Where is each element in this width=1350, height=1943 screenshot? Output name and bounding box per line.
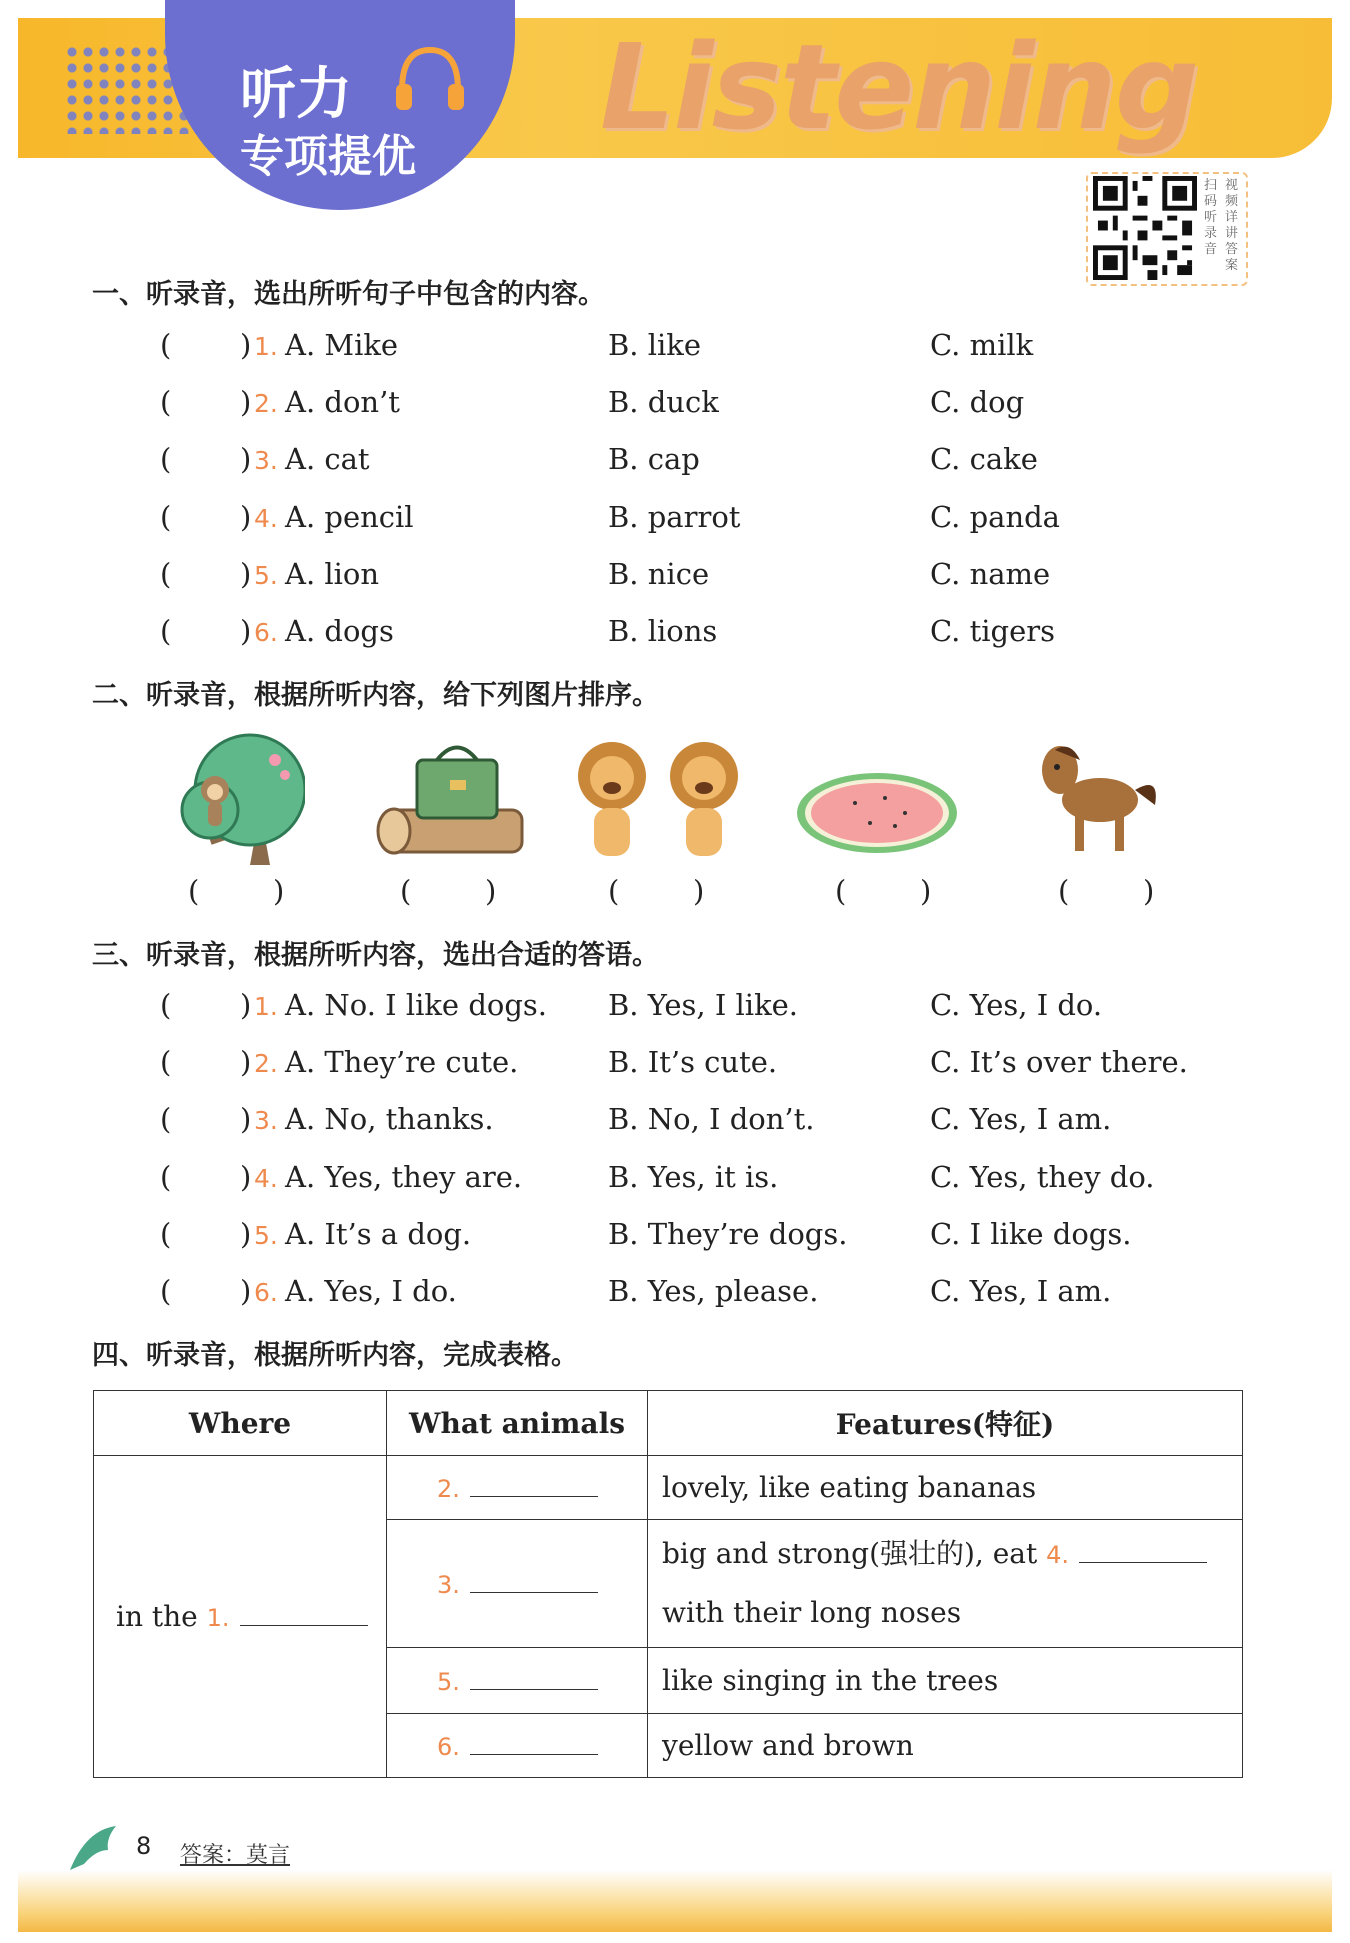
question-number: 2. xyxy=(254,1049,278,1079)
qr-code-icon[interactable] xyxy=(1090,176,1200,280)
answer-paren-close: ) xyxy=(240,988,252,1022)
answer-paren-open[interactable]: ( xyxy=(160,328,172,362)
order-paren[interactable]: ( ) xyxy=(188,874,285,908)
option-c: C. Yes, I am. xyxy=(930,1102,1112,1137)
feature-line2: with their long noses xyxy=(662,1596,962,1629)
qr-char: 听 xyxy=(1203,210,1217,225)
qr-char: 案 xyxy=(1224,258,1238,273)
where-prefix: in the xyxy=(116,1600,198,1633)
option-a: A. No, thanks. xyxy=(285,1102,494,1137)
section3-title: 三、听录音，根据所听内容，选出合适的答语。 xyxy=(92,940,659,971)
question-number: 2. xyxy=(254,389,278,419)
order-paren[interactable]: ( ) xyxy=(1058,874,1155,908)
animal-number: 6. xyxy=(437,1733,460,1761)
qr-char: 频 xyxy=(1224,194,1238,209)
option-b: B. Yes, I like. xyxy=(608,988,799,1022)
question-row xyxy=(160,614,1260,662)
animal-number: 3. xyxy=(437,1571,460,1599)
qr-char xyxy=(1200,258,1221,274)
option-a: A. Yes, I do. xyxy=(285,1274,457,1308)
question-row xyxy=(160,1102,1260,1150)
bag-on-log-picture xyxy=(372,730,532,865)
header-features: Features(特征) xyxy=(648,1391,1243,1456)
option-b: B. cap xyxy=(608,442,700,477)
option-c: C. cake xyxy=(930,442,1038,477)
option-c: C. dog xyxy=(930,385,1025,420)
answer-paren-close: ) xyxy=(240,499,252,534)
option-b: B. They’re dogs. xyxy=(608,1216,848,1251)
animal-blank[interactable] xyxy=(470,1590,598,1593)
table-row xyxy=(94,1456,1243,1520)
two-lions-picture xyxy=(572,738,752,863)
section2-title: 二、听录音，根据所听内容，给下列图片排序。 xyxy=(92,680,659,711)
answer-paren-close: ) xyxy=(240,385,252,420)
animal-cell xyxy=(387,1648,648,1714)
answer-paren-close: ) xyxy=(240,1045,252,1080)
option-b: B. lions xyxy=(608,614,718,648)
option-a: A. dogs xyxy=(285,614,394,648)
where-cell xyxy=(94,1456,387,1778)
feature-cell xyxy=(648,1520,1243,1648)
animal-blank[interactable] xyxy=(470,1494,598,1497)
answer-paren-open[interactable]: ( xyxy=(160,1102,172,1137)
question-number: 4. xyxy=(254,503,278,533)
feature-number: 4. xyxy=(1046,1541,1070,1569)
answer-paren-open[interactable]: ( xyxy=(160,1216,172,1251)
answer-paren-close: ) xyxy=(240,556,252,591)
answer-table xyxy=(93,1390,1243,1778)
question-row xyxy=(160,988,1260,1036)
order-paren[interactable]: ( ) xyxy=(835,874,932,908)
option-b: B. It’s cute. xyxy=(608,1045,778,1080)
answer-paren-open[interactable]: ( xyxy=(160,556,172,591)
question-row xyxy=(160,557,1260,605)
answer-paren-close: ) xyxy=(240,442,252,477)
question-number: 3. xyxy=(254,1106,278,1136)
question-row xyxy=(160,1045,1260,1093)
answer-paren-open[interactable]: ( xyxy=(160,1159,172,1194)
option-a: A. Mike xyxy=(285,328,399,362)
where-blank[interactable] xyxy=(240,1623,368,1626)
question-number: 4. xyxy=(254,1163,278,1193)
question-number: 1. xyxy=(254,992,278,1021)
option-c: C. milk xyxy=(930,328,1034,362)
title-line2: 专项提优 xyxy=(240,131,416,182)
option-a: A. They’re cute. xyxy=(285,1045,519,1080)
animal-cell xyxy=(387,1520,648,1648)
option-c: C. name xyxy=(930,556,1051,591)
answer-paren-open[interactable]: ( xyxy=(160,442,172,477)
option-a: A. cat xyxy=(285,442,370,477)
option-b: B. No, I don’t. xyxy=(608,1102,815,1137)
qr-char: 音 xyxy=(1203,242,1217,257)
question-row xyxy=(160,1217,1260,1265)
answer-paren-open[interactable]: ( xyxy=(160,1274,172,1308)
order-paren[interactable]: ( ) xyxy=(608,874,705,908)
title-line1: 听力 xyxy=(240,62,352,127)
option-b: B. parrot xyxy=(608,499,741,534)
animal-cell xyxy=(387,1714,648,1778)
option-c: C. It’s over there. xyxy=(930,1045,1188,1080)
option-a: A. don’t xyxy=(285,385,400,420)
option-b: B. nice xyxy=(608,556,710,591)
option-a: A. lion xyxy=(285,556,380,591)
answer-paren-close: ) xyxy=(240,328,252,362)
answer-paren-close: ) xyxy=(240,1159,252,1194)
feature-cell: yellow and brown xyxy=(648,1714,1243,1778)
option-b: B. Yes, it is. xyxy=(608,1159,779,1194)
question-row xyxy=(160,1160,1260,1208)
option-a: A. Yes, they are. xyxy=(285,1159,523,1194)
header-animals: What animals xyxy=(387,1391,648,1456)
question-row xyxy=(160,385,1260,433)
qr-char: 录 xyxy=(1203,226,1217,241)
answer-paren-close: ) xyxy=(240,1216,252,1251)
option-c: C. Yes, they do. xyxy=(930,1159,1155,1194)
where-number: 1. xyxy=(206,1604,230,1632)
answer-paren-close: ) xyxy=(240,1102,252,1137)
qr-char: 码 xyxy=(1203,194,1217,209)
qr-char: 讲 xyxy=(1224,226,1238,241)
animal-number: 5. xyxy=(437,1668,460,1696)
answer-paren-open[interactable]: ( xyxy=(160,988,172,1022)
dolphin-icon xyxy=(66,1820,122,1874)
animal-cell xyxy=(387,1456,648,1520)
qr-char: 答 xyxy=(1224,242,1238,257)
question-row xyxy=(160,442,1260,490)
option-a: A. pencil xyxy=(285,499,414,534)
qr-char: 扫 xyxy=(1203,178,1217,193)
headphone-icon xyxy=(390,40,470,120)
option-b: B. Yes, please. xyxy=(608,1274,819,1308)
question-number: 3. xyxy=(254,446,278,476)
qr-label xyxy=(1200,178,1242,274)
question-number: 6. xyxy=(254,1278,278,1307)
section4-title: 四、听录音，根据所听内容，完成表格。 xyxy=(92,1340,578,1371)
question-number: 5. xyxy=(254,1220,278,1250)
animal-blank[interactable] xyxy=(470,1687,598,1690)
page-number: 8 xyxy=(136,1832,152,1860)
question-row xyxy=(160,500,1260,548)
feature-line1: big and strong(强壮的), eat xyxy=(662,1537,1038,1570)
feature-cell: lovely, like eating bananas xyxy=(648,1456,1243,1520)
table-header-row xyxy=(94,1391,1243,1456)
question-number: 5. xyxy=(254,560,278,590)
footer-band xyxy=(18,1870,1332,1932)
header-where: Where xyxy=(94,1391,387,1456)
answer-paren-close: ) xyxy=(240,614,252,648)
qr-char: 视 xyxy=(1224,178,1238,193)
option-c: C. I like dogs. xyxy=(930,1216,1132,1251)
qr-char: 详 xyxy=(1224,210,1238,225)
answer-paren-open[interactable]: ( xyxy=(160,614,172,648)
animal-blank[interactable] xyxy=(470,1752,598,1755)
option-b: B. like xyxy=(608,328,702,362)
watermelon-picture xyxy=(795,768,960,858)
option-c: C. tigers xyxy=(930,614,1055,648)
answer-paren-open[interactable]: ( xyxy=(160,499,172,534)
monkey-picture xyxy=(170,730,305,865)
feature-blank[interactable] xyxy=(1079,1560,1207,1563)
option-a: A. It’s a dog. xyxy=(285,1216,472,1251)
option-b: B. duck xyxy=(608,385,719,420)
answer-paren-close: ) xyxy=(240,1274,252,1308)
listening-heading: Listening xyxy=(600,18,1198,156)
question-row xyxy=(160,1274,1260,1322)
question-number: 1. xyxy=(254,332,278,361)
option-c: C. Yes, I do. xyxy=(930,988,1103,1022)
order-paren[interactable]: ( ) xyxy=(400,874,497,908)
question-row xyxy=(160,328,1260,376)
option-a: A. No. I like dogs. xyxy=(285,988,548,1022)
horse-picture xyxy=(1025,735,1165,860)
answer-paren-open[interactable]: ( xyxy=(160,1045,172,1080)
question-number: 6. xyxy=(254,618,278,647)
animal-number: 2. xyxy=(437,1475,460,1503)
option-c: C. panda xyxy=(930,499,1060,534)
feature-cell: like singing in the trees xyxy=(648,1648,1243,1714)
option-c: C. Yes, I am. xyxy=(930,1274,1112,1308)
section1-title: 一、听录音，选出所听句子中包含的内容。 xyxy=(92,279,605,310)
answer-note: 答案：莫言 xyxy=(180,1843,291,1868)
answer-paren-open[interactable]: ( xyxy=(160,385,172,420)
